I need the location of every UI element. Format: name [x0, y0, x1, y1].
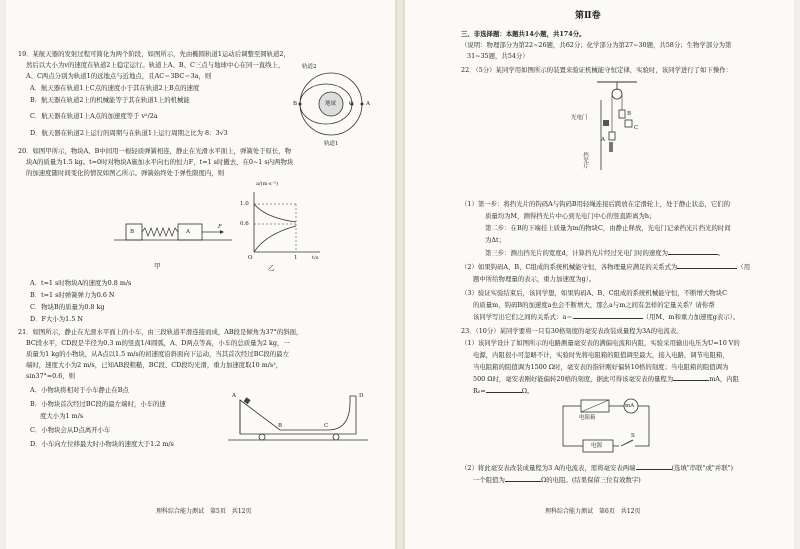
q21-option-b: B．小物块首次经过BC段的最左端时，小车的速 [30, 400, 166, 408]
page-fold [395, 0, 405, 549]
instruction-1: 三、非选择题：本题共14小题，共174分。 [461, 30, 586, 38]
q23-part2-a-tail: (选填"串联"或"并联") [671, 464, 734, 472]
q21-stem-4: 端时，速度大小为2 m/s，已知AB段粗糙，BC段、CD段均光滑，重力加速度取10 m/s²， [26, 361, 283, 369]
answer-blank[interactable] [668, 254, 718, 255]
section-title: 第Ⅱ卷 [575, 11, 601, 21]
cart-figure [228, 392, 368, 444]
cart-point-c: C [324, 423, 329, 429]
q20-option-d: D．F大小为1.5 N [30, 315, 83, 323]
q21-stem-5: sin37°=0.6，则 [26, 372, 76, 380]
q23-part2-b [473, 476, 641, 484]
q21-option-c: C．小物块会从D点离开小车 [30, 426, 111, 434]
fig-switch-label: S [631, 433, 635, 439]
q20-option-c: C．物块B的质量为0.8 kg [30, 303, 105, 311]
q23-part1-a: （1）该同学设计了如图所示的电路测量毫安表的满偏电流和内阻，实验采用输出电压为U=10 V的 [461, 339, 740, 347]
q19-option-d: D．航天器在轨道2上运行的周期与在轨道1上运行周期之比为 8：3√3 [30, 129, 228, 137]
q23-stem: 23．（10分）某同学要将一只有30格刻度的毫安表改装成量程为3A的电流表。 [461, 327, 683, 335]
q23-part1-e-tail: Ω。 [521, 387, 534, 395]
fig-jia-label: 甲 [154, 262, 161, 270]
fig-force-f: F [218, 224, 222, 230]
q23-part2-b-tail: Ω的电阻。(结果保留三位有效数字) [540, 476, 641, 484]
q22-part2-tail: （用 [737, 263, 751, 271]
fig-point-a: A [366, 101, 370, 107]
q23-part2-a-text: （2）将此毫安表改装成量程为3 A的电流表，需将毫安表两端 [461, 464, 636, 472]
q22-part2-text: （2）如果钩码A、B、C组成的系统机械能守恒，各物理量应满足的关系式为 [461, 263, 678, 271]
cart-point-a: A [232, 393, 236, 399]
fig-point-c: C [349, 101, 354, 107]
fig-block-b: B [130, 229, 135, 235]
q21-stem-3: 质量为1 kg的小物块，从A点以1.5 m/s的初速度沿斜面向下运动，当其首次经过BC段的最左 [26, 350, 289, 358]
answer-blank[interactable] [636, 469, 672, 470]
q19-stem-1: 19．某航天器的发射过程可简化为两个阶段，如图所示，先由椭圆轨道1运动后调整至圆轨道2， [18, 50, 290, 58]
q23-part1-d [473, 375, 739, 383]
q21-option-b-2: 度大小为1 m/s [40, 412, 84, 420]
q19-stem-3: A、C两点分别为轨道1的远地点与近地点，且AC＝3BC＝3a，则 [26, 72, 212, 80]
q23-part1-c: 当电阻箱的阻值调为1500 Ω时，毫安表的指针刚好偏转10格的刻度；当电阻箱的阻值调为 [473, 363, 729, 371]
instruction-2: （说明：物理部分为第22~26题，共62分；化学部分为第27~30题，共58分；生物学部分为第 [461, 41, 732, 49]
q22-step3 [485, 249, 724, 257]
q22-step3-tail: 。 [718, 249, 725, 257]
q19-stem-2: 然后以大小为v的速度在轨道2上稳定运行。轨道上A、B、C三点与地球中心在同一直线上， [26, 61, 285, 69]
fig-weight-a: A [601, 137, 605, 143]
graph-x-label: t/s [312, 255, 319, 261]
fig-milliammeter-label: mA [625, 403, 635, 409]
fig-slit-label: 挡光片 [582, 152, 588, 169]
q22-step1-a: （1）第一步：将挡光片的钩码A与钩码B用轻绳连接后跨放在定滑轮上，处于静止状态，它们的 [461, 200, 731, 208]
q22-step2-a: 第二步：在B的下端挂上质量为m的物块C，由静止释放，光电门记录挡光片挡光的时间 [485, 224, 731, 232]
q22-part3-b: 的质量m，钩码B的加速度a也会不断增大，那么a与m之间有怎样的定量关系？请你帮 [473, 301, 715, 309]
q21-stem-1: 21．如图所示，静止在光滑水平面上的小车，由三段轨道平滑连接而成，AB段是倾角为37°的斜面， [18, 328, 303, 336]
right-page [405, 0, 794, 549]
acceleration-graph [244, 190, 324, 260]
q22-step3-text: 第三步：测出挡光片的宽度d，计算挡光片经过光电门时的速度为 [485, 249, 669, 257]
q23-part2-a [461, 464, 733, 472]
fig-photogate-label: 光电门 [571, 115, 588, 121]
fig-earth-label: 地球 [325, 101, 337, 107]
q23-part1-e-text: R₀= [473, 387, 486, 395]
cart-point-b: B [278, 423, 283, 429]
right-footer: 理科综合能力测试 第6页 共12页 [545, 508, 641, 515]
graph-tick-0-6: 0.6 [240, 221, 249, 227]
q20-stem-1: 20．如图甲所示，物块A、B中间用一根轻质弹簧相连，静止在光滑水平面上，弹簧处于原长，物 [18, 147, 292, 155]
q20-option-b: B．t=1 s时弹簧弹力为0.6 N [30, 291, 115, 299]
graph-tick-1-0: 1.0 [240, 201, 249, 207]
q22-stem: 22．（5分）某同学用如图所示的装置来验证机械能守恒定律，实验时，该同学进行了如下操作： [461, 66, 733, 74]
q23-part1-b: 电源，内阻很小可忽略不计，实验时先将电阻箱的阻值调至最大，接入电路，调节电阻箱， [473, 351, 729, 359]
q22-part2-a [461, 263, 750, 271]
q21-stem-2: BC段水平，CD段是半径为0.3 m的竖直1/4圆弧，A、D两点等高，小车的总质量为2 kg，一 [26, 339, 290, 347]
answer-blank[interactable] [573, 318, 643, 319]
q20-option-a: A．t=1 s时物块A的速度为0.8 m/s [30, 279, 132, 287]
q22-step1-b: 质量均为M，测得挡光片中心到光电门中心的竖直距离为h； [485, 212, 656, 220]
q22-part3-a: （3）验证实验结束后，该同学想，如果钩码A、B、C组成的系统机械能守恒，不断增大物块C [461, 289, 727, 297]
instruction-3: 31~35题，共54分） [467, 52, 529, 60]
q19-option-a: A．航天器在轨道1上C点的速度小于其在轨道2上B点的速度 [30, 84, 200, 92]
fig-weight-c: C [634, 125, 639, 131]
answer-blank[interactable] [505, 481, 541, 482]
fig-weight-b: B [627, 111, 632, 117]
fig-source-label: 电源 [591, 443, 603, 449]
q21-option-a: A．小物块将相对于小车静止在B点 [30, 386, 129, 394]
q22-step2-b: 为Δt； [485, 236, 505, 244]
fig-point-b: B [293, 101, 298, 107]
q19-option-c: C．航天器在轨道1上A点的加速度等于 v²/2a [30, 112, 158, 120]
q20-stem-2: 块A的质量为1.5 kg。t=0时对物块A施加水平向右的恒力F，t=1 s时撤去，在0~1 s内两物块 [26, 158, 294, 166]
q23-part2-b-text: 一个阻值为 [473, 476, 505, 484]
circuit-figure [553, 398, 663, 454]
fig-orbit2-label: 轨道2 [302, 64, 317, 70]
q21-option-d: D．小车向左位移最大时小物块的速度大于1.2 m/s [30, 440, 174, 448]
q20-stem-3: 的加速度随时间变化的情况如图乙所示。弹簧始终处于弹性限度内，则 [26, 169, 225, 177]
left-footer: 理科综合能力测试 第5页 共12页 [156, 508, 252, 515]
graph-origin: O [248, 255, 253, 261]
answer-blank[interactable] [486, 392, 522, 393]
answer-blank[interactable] [677, 268, 737, 269]
cart-point-d: D [359, 393, 364, 399]
left-page [6, 0, 395, 549]
fig-orbit1-label: 轨道1 [324, 141, 339, 147]
fig-block-a: A [186, 229, 190, 235]
q22-part3-tail: （用M、m和重力加速度g表示）。 [642, 313, 740, 321]
q23-part1-d-tail: mA，内阻 [709, 375, 740, 383]
graph-y-label: a/(m·s⁻²) [256, 181, 279, 187]
answer-blank[interactable] [673, 380, 709, 381]
fig-resistor-box-label: 电阻箱 [579, 415, 596, 421]
q23-part1-d-text: 500 Ω时，毫安表刚好能偏转20格的刻度，据此可得该毫安表的量程为 [473, 375, 674, 383]
q22-part3-text: 该同学写出它们之间的关系式：a＝ [473, 313, 573, 321]
q22-part3-c [473, 313, 739, 321]
q23-part1-e [473, 387, 533, 395]
graph-tick-x-1: 1 [294, 255, 298, 261]
q22-part2-b: 题中所给物理量的表示，重力加速度为g）。 [473, 275, 596, 283]
fig-yi-label: 乙 [268, 264, 275, 272]
q19-option-b: B．航天器在轨道2上的机械能等于其在轨道1上的机械能 [30, 96, 190, 104]
